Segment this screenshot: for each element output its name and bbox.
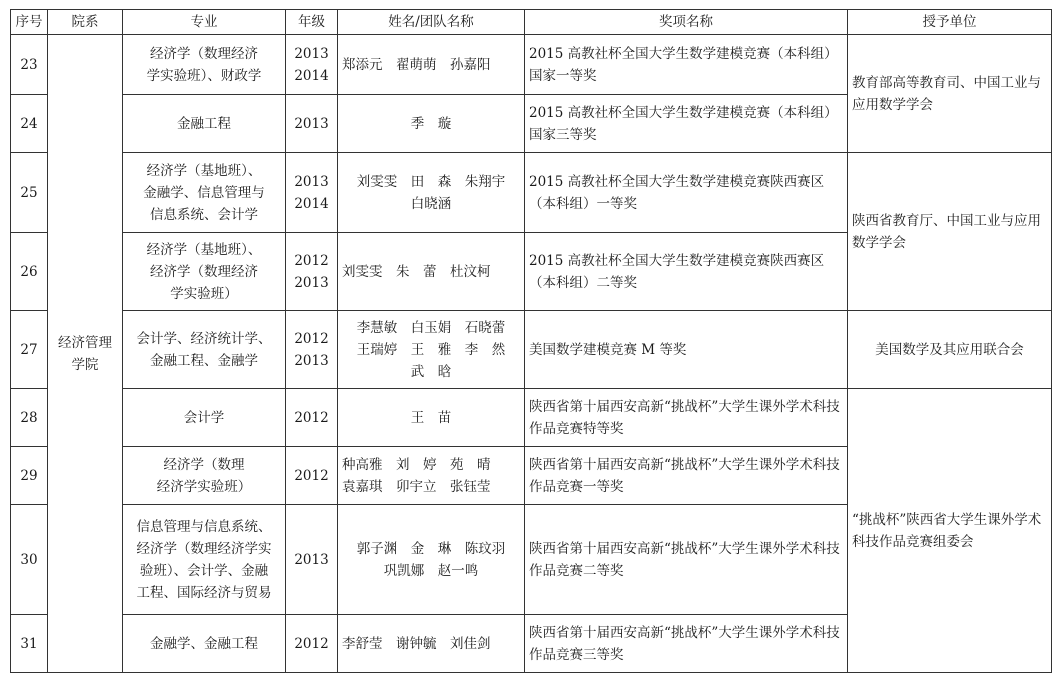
table-row: [11, 35, 1052, 95]
header-seq: 序号: [11, 10, 48, 35]
cell-names: 李舒莹 谢钟毓 刘佳剑: [338, 615, 525, 673]
cell-grade: 2013: [286, 505, 338, 615]
cell-grantor: 陕西省教育厅、中国工业与应用数学学会: [848, 153, 1052, 311]
cell-award: 陕西省第十届西安高新“挑战杯”大学生课外学术科技作品竞赛一等奖: [525, 447, 848, 505]
cell-seq: 24: [11, 95, 48, 153]
cell-college: 经济管理 学院: [48, 35, 123, 673]
cell-seq: 31: [11, 615, 48, 673]
cell-major: 金融工程: [123, 95, 286, 153]
header-row: [11, 10, 1052, 35]
header-grade: 年级: [286, 10, 338, 35]
cell-grade: 2013: [286, 95, 338, 153]
cell-names: 季 璇: [338, 95, 525, 153]
cell-seq: 25: [11, 153, 48, 233]
header-college: 院系: [48, 10, 123, 35]
cell-seq: 30: [11, 505, 48, 615]
awards-table: [10, 9, 1052, 673]
cell-award: 陕西省第十届西安高新“挑战杯”大学生课外学术科技作品竞赛三等奖: [525, 615, 848, 673]
table-row: [11, 153, 1052, 233]
header-name: 姓名/团队名称: [338, 10, 525, 35]
cell-major: 经济学（数理 经济学实验班）: [123, 447, 286, 505]
cell-names: 王 苗: [338, 389, 525, 447]
cell-major: 信息管理与信息系统、 经济学（数理经济学实 验班）、会计学、金融 工程、国际经济与贸易: [123, 505, 286, 615]
cell-award: 2015 高教社杯全国大学生数学建模竞赛陕西赛区（本科组）二等奖: [525, 233, 848, 311]
cell-seq: 29: [11, 447, 48, 505]
cell-grade: 2013 2014: [286, 153, 338, 233]
cell-names: 种高雅 刘 婷 苑 晴 袁嘉琪 卯宇立 张钰莹: [338, 447, 525, 505]
cell-major: 会计学、经济统计学、 金融工程、金融学: [123, 311, 286, 389]
header-grantor: 授予单位: [848, 10, 1052, 35]
table-row: [11, 311, 1052, 389]
cell-names: 刘雯雯 田 森 朱翔宇 白晓涵: [338, 153, 525, 233]
cell-award: 美国数学建模竞赛 M 等奖: [525, 311, 848, 389]
cell-names: 李慧敏 白玉娟 石晓蕾 王瑞婷 王 雅 李 然 武 晗: [338, 311, 525, 389]
cell-major: 经济学（数理经济 学实验班）、财政学: [123, 35, 286, 95]
cell-seq: 26: [11, 233, 48, 311]
cell-grantor: 教育部高等教育司、中国工业与应用数学学会: [848, 35, 1052, 153]
cell-award: 2015 高教社杯全国大学生数学建模竞赛（本科组）国家三等奖: [525, 95, 848, 153]
cell-award: 2015 高教社杯全国大学生数学建模竞赛（本科组）国家一等奖: [525, 35, 848, 95]
cell-award: 2015 高教社杯全国大学生数学建模竞赛陕西赛区（本科组）一等奖: [525, 153, 848, 233]
cell-seq: 27: [11, 311, 48, 389]
cell-major: 经济学（基地班）、 金融学、信息管理与 信息系统、会计学: [123, 153, 286, 233]
cell-grade: 2013 2014: [286, 35, 338, 95]
cell-names: 刘雯雯 朱 蕾 杜汶柯: [338, 233, 525, 311]
cell-seq: 23: [11, 35, 48, 95]
cell-grantor: 美国数学及其应用联合会: [848, 311, 1052, 389]
cell-major: 金融学、金融工程: [123, 615, 286, 673]
cell-grade: 2012: [286, 389, 338, 447]
table-row: [11, 389, 1052, 447]
header-major: 专业: [123, 10, 286, 35]
cell-award: 陕西省第十届西安高新“挑战杯”大学生课外学术科技作品竞赛二等奖: [525, 505, 848, 615]
cell-names: 郭子渊 金 琳 陈玟羽 巩凯娜 赵一鸣: [338, 505, 525, 615]
cell-grade: 2012 2013: [286, 311, 338, 389]
cell-grade: 2012: [286, 447, 338, 505]
cell-grade: 2012: [286, 615, 338, 673]
cell-major: 经济学（基地班）、 经济学（数理经济 学实验班）: [123, 233, 286, 311]
cell-grantor: “挑战杯”陕西省大学生课外学术科技作品竞赛组委会: [848, 389, 1052, 673]
cell-major: 会计学: [123, 389, 286, 447]
cell-award: 陕西省第十届西安高新“挑战杯”大学生课外学术科技作品竞赛特等奖: [525, 389, 848, 447]
header-award: 奖项名称: [525, 10, 848, 35]
cell-seq: 28: [11, 389, 48, 447]
cell-grade: 2012 2013: [286, 233, 338, 311]
cell-names: 郑添元 翟萌萌 孙嘉阳: [338, 35, 525, 95]
